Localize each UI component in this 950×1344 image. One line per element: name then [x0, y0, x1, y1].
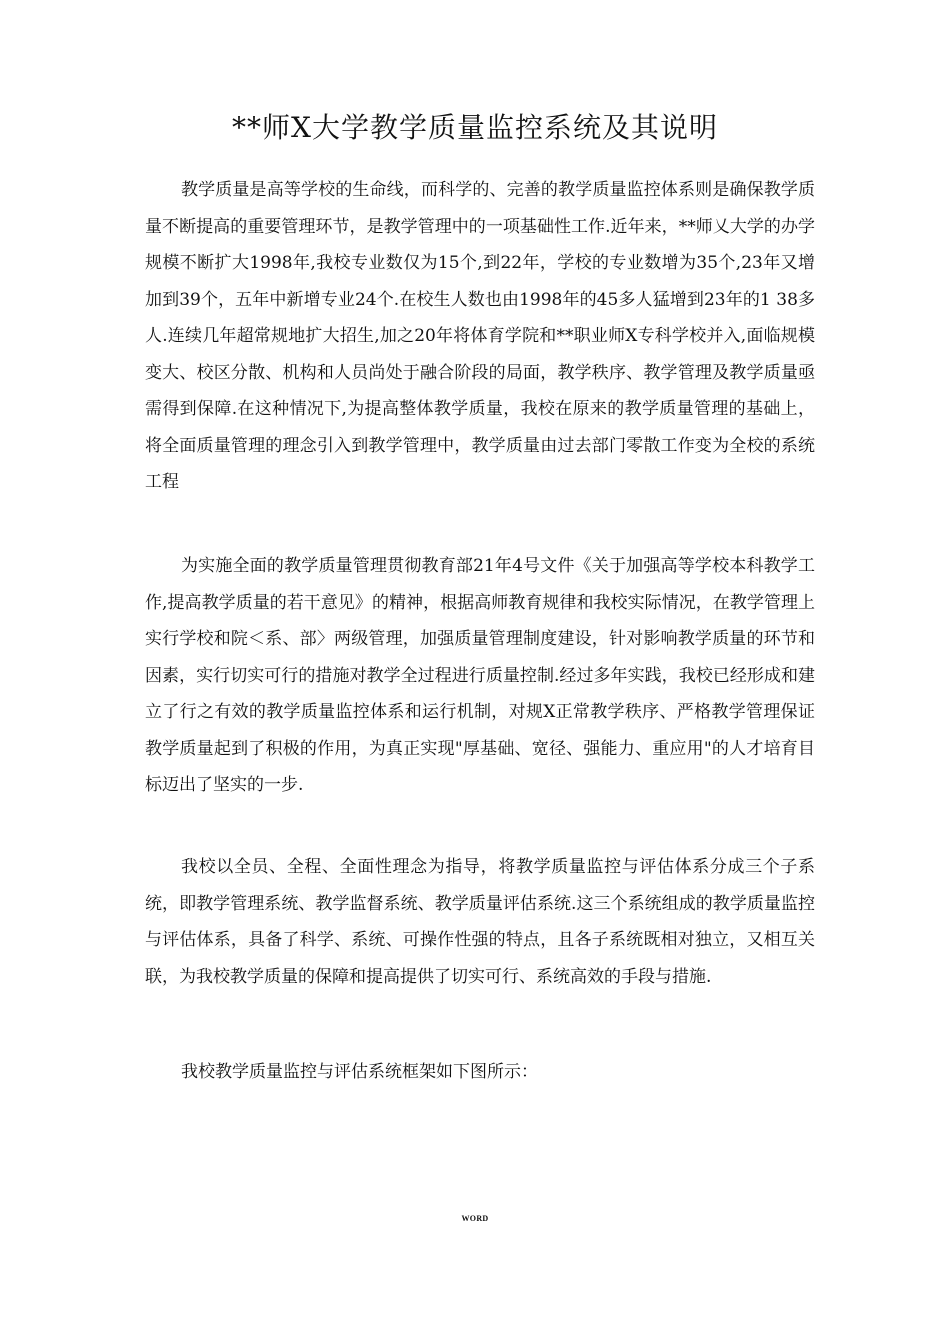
paragraph-framework-intro: 我校教学质量监控与评估系统框架如下图所示：	[181, 1062, 538, 1082]
paragraph-intro: 教学质量是高等学校的生命线，而科学的、完善的教学质量监控体系则是确保教学质量不断提高的重要管理环节，是教学管理中的一项基础性工作.近年来，**师乂大学的办学规模不断扩大1998年,我校专业数仅为15个,到22年，学校的专业数增为35个,23年又增加到39个，五年中新增专业24个.在校生人数也由1998年的45多人猛增到23年的1 38多人.连续几年超常规地扩大招生,加之20年将体育学院和**职业师X专科学校并入,面临规模变大、校区分散、机构和人员尚处于融合阶段的局面，教学秩序、教学管理及教学质量亟需得到保障.在这种情况下,为提高整体教学质量，我校在原来的教学质量管理的基础上，将全面质量管理的理念引入到教学管理中，教学质量由过去部门零散工作变为全校的系统工程	[145, 180, 815, 492]
page-footer: WORD	[461, 1214, 489, 1223]
paragraph-subsystems: 我校以全员、全程、全面性理念为指导，将教学质量监控与评估体系分成三个子系统，即教学管理系统、教学监督系统、教学质量评估系统.这三个系统组成的教学质量监控与评估体系，具备了科学、系统、可操作性强的特点，且各子系统既相对独立，又相互关联，为我校教学质量的保障和提高提供了切实可行、系统高效的手段与措施.	[145, 857, 815, 987]
document-title: **师X大学教学质量监控系统及其说明	[232, 111, 718, 144]
paragraph-implementation: 为实施全面的教学质量管理贯彻教育部21年4号文件《关于加强高等学校本科教学工作,提高教学质量的若干意见》的精神，根据高师教育规律和我校实际情况，在教学管理上实行学校和院＜系、部〉两级管理，加强质量管理制度建设，针对影响教学质量的环节和因素，实行切实可行的措施对教学全过程进行质量控制.经过多年实践，我校已经形成和建立了行之有效的教学质量监控体系和运行机制，对规X正常教学秩序、严格教学管理保证教学质量起到了积极的作用，为真正实现"厚基础、宽径、强能力、重应用"的人才培育目标迈出了坚实的一步.	[145, 556, 815, 795]
